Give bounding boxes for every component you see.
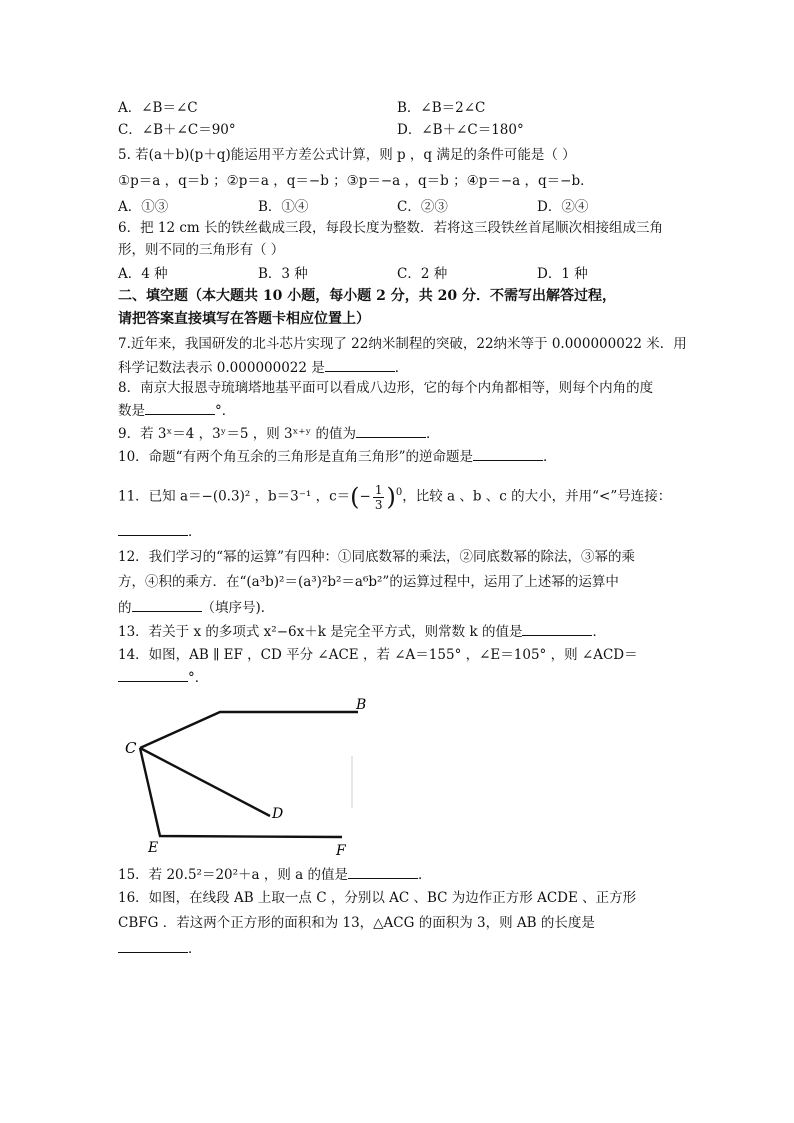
q5-stem: 5. 若(a＋b)(p＋q)能运用平方差公式计算，则 p ，q 满足的条件可能是（ ） xyxy=(118,147,576,163)
label-f: F xyxy=(336,843,346,859)
q7-text: 科学记数法表示 0.000000022 是 xyxy=(118,360,325,376)
q9-end: ． xyxy=(426,426,440,442)
q5-option-a: A．①③ xyxy=(118,199,169,215)
q11-exponent: 0 xyxy=(395,487,403,498)
q12-answer-blank[interactable] xyxy=(132,597,202,612)
q14-line2 xyxy=(118,667,208,688)
q4-option-c: C．∠B＋∠C＝90° xyxy=(118,122,236,138)
q15 xyxy=(118,864,432,885)
q15-answer-blank[interactable] xyxy=(348,864,418,879)
q8-line2 xyxy=(118,400,235,421)
section2-heading-line1: 二、填空题（本大题共 10 小题，每小题 2 分，共 20 分．不需写出解答过程， xyxy=(118,288,616,304)
label-e: E xyxy=(148,840,159,856)
q11-text: 11．已知 a＝−(0.3)² ，b＝3⁻¹ ，c＝ xyxy=(118,488,351,505)
q5-option-c: C．②③ xyxy=(397,199,448,215)
q6-option-a: A．4 种 xyxy=(118,266,168,282)
q9-answer-blank[interactable] xyxy=(356,423,426,438)
q14-end: °． xyxy=(188,670,209,686)
q7-line2 xyxy=(118,357,408,378)
q11-fraction xyxy=(373,483,385,512)
q8-answer-blank[interactable] xyxy=(145,400,215,415)
q5-option-b: B．①④ xyxy=(258,199,309,215)
segment-cab xyxy=(140,712,358,748)
q11-frac-den: 3 xyxy=(374,497,383,512)
segment-cd xyxy=(140,748,270,816)
q16-line1: 16．如图，在线段 AB 上取一点 C ，分别以 AC 、BC 为边作正方形 ACDE 、正方形 xyxy=(118,890,637,906)
q8-end: °． xyxy=(215,403,236,419)
q13-end: ． xyxy=(592,624,606,640)
q15-text: 15．若 20.5²＝20²＋a ，则 a 的值是 xyxy=(118,867,349,883)
q4-option-b: B．∠B＝2∠C xyxy=(397,100,486,116)
q6-option-b: B．3 种 xyxy=(258,266,308,282)
q11-line2 xyxy=(118,521,202,542)
q11-paren-close: ) xyxy=(386,483,396,511)
label-c: C xyxy=(125,739,137,757)
q5-choices: ①p＝a ，q＝b ；②p＝a ，q＝−b ；③p＝−a ，q＝b ；④p＝−a ，q＝−b． xyxy=(118,173,594,189)
q9-text: 9．若 3ˣ＝4 ，3ʸ＝5 ，则 3ˣ⁺ʸ 的值为 xyxy=(118,426,356,442)
q6-line1: 6．把 12 cm 长的铁丝截成三段，每段长度为整数．若将这三段铁丝首尾顺次相接组成三角 xyxy=(118,220,664,236)
q4-option-d: D．∠B＋∠C＝180° xyxy=(397,122,524,138)
q10 xyxy=(118,446,556,467)
q7-line1: 7.近年来，我国研发的北斗芯片实现了 22纳米制程的突破，22纳米等于 0.000000022 米．用 xyxy=(118,336,687,352)
q10-answer-blank[interactable] xyxy=(473,446,543,461)
q11-text-post: ，比较 a 、b 、c 的大小，并用“<”号连接： xyxy=(402,488,672,505)
q16-answer-blank[interactable] xyxy=(118,938,188,953)
q11-line1 xyxy=(118,478,671,512)
q14-line1: 14．如图，AB ∥ EF ，CD 平分 ∠ACE ，若 ∠A＝155° ，∠E＝105° ，则 ∠ACD＝ xyxy=(118,647,638,663)
q16-end: ． xyxy=(188,941,202,957)
q12-line1: 12．我们学习的“幂的运算”有四种：①同底数幂的乘法，②同底数幂的除法，③幂的乘 xyxy=(118,549,635,565)
q10-end: ． xyxy=(542,449,557,465)
q8-text: 数是 xyxy=(118,403,145,419)
q7-end: ． xyxy=(394,360,409,376)
q13-answer-blank[interactable] xyxy=(522,621,592,636)
q6-option-d: D．1 种 xyxy=(537,266,588,282)
q8-line1: 8．南京大报恩寺琉璃塔地基平面可以看成八边形，它的每个内角都相等，则每个内角的度 xyxy=(118,380,654,396)
q6-line2: 形，则不同的三角形有（ ） xyxy=(118,242,285,258)
q5-option-d: D．②④ xyxy=(537,199,589,215)
q16-line3 xyxy=(118,938,202,959)
q12-line2: 方，④积的乘方．在“(a³b)²＝(a³)²b²＝a⁶b²”的运算过程中，运用了上述幂的运算中 xyxy=(118,574,619,590)
segment-cef xyxy=(140,748,342,837)
q11-paren-open: ( xyxy=(350,483,360,511)
q11-frac-sign: − xyxy=(359,488,371,505)
geometry-figure xyxy=(118,690,388,860)
label-b: B xyxy=(356,697,367,713)
q14-answer-blank[interactable] xyxy=(118,667,188,682)
q15-end: ． xyxy=(418,867,432,883)
q12-line3 xyxy=(118,597,274,618)
label-d: D xyxy=(272,806,284,822)
section2-heading-line2: 请把答案直接填写在答题卡相应位置上） xyxy=(118,311,370,327)
q4-option-a: A．∠B＝∠C xyxy=(118,100,198,116)
q11-end: ． xyxy=(188,524,202,540)
q12-end: （填序号)． xyxy=(201,600,275,616)
q13-text: 13．若关于 x 的多项式 x²−6x＋k 是完全平方式，则常数 k 的值是 xyxy=(118,624,523,640)
q10-text: 10．命题“有两个角互余的三角形是直角三角形”的逆命题是 xyxy=(118,449,473,465)
q12-text: 的 xyxy=(118,600,132,616)
q11-frac-num: 1 xyxy=(374,482,383,497)
q13 xyxy=(118,621,606,642)
q16-line2: CBFG ．若这两个正方形的面积和为 13，△ACG 的面积为 3，则 AB 的长度是 xyxy=(118,915,595,931)
q11-answer-blank[interactable] xyxy=(118,521,188,536)
q6-option-c: C．2 种 xyxy=(397,266,448,282)
q7-answer-blank[interactable] xyxy=(325,357,395,372)
q9 xyxy=(118,423,440,444)
